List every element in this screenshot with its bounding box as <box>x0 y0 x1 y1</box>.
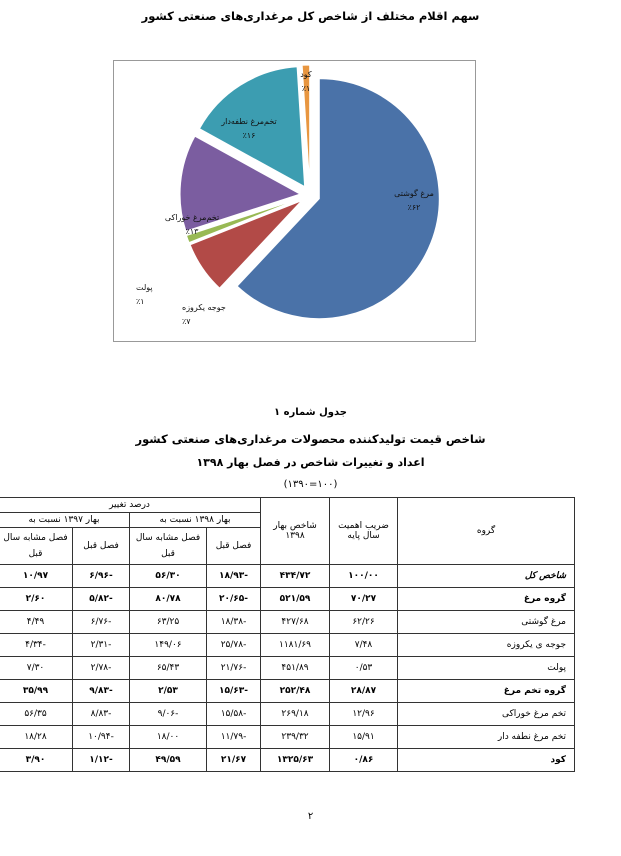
table-row <box>0 680 575 703</box>
header-index: شاخص بهار ۱۳۹۸ <box>261 498 330 565</box>
cell-s98-same: ۴۹/۵۹ <box>130 749 207 772</box>
cell-weight: ۷/۴۸ <box>330 634 398 657</box>
cell-index: ۴۳۴/۷۲ <box>261 565 330 588</box>
table-title: شاخص قیمت تولیدکننده محصولات مرغداری‌های صنعتی کشور <box>135 432 486 446</box>
pie-slice-label: جوجه یکروزه <box>182 303 226 312</box>
cell-s98-same: ۶۳/۲۵ <box>130 611 207 634</box>
cell-s98-same: ۱۴۹/۰۶ <box>130 634 207 657</box>
cell-index: ۴۲۷/۶۸ <box>261 611 330 634</box>
table-row <box>0 634 575 657</box>
table-row <box>0 726 575 749</box>
header-percent-change: درصد تغییر <box>0 498 261 513</box>
cell-s98-prev: -۲۱/۷۶ <box>207 657 261 680</box>
table-row <box>0 611 575 634</box>
cell-s98-same: ۶۵/۴۳ <box>130 657 207 680</box>
cell-s97-same: ۴/۴۹ <box>0 611 73 634</box>
cell-s98-prev: -۱۵/۶۳ <box>207 680 261 703</box>
table-row <box>0 703 575 726</box>
table-row <box>0 588 575 611</box>
header-group: گروه <box>398 498 575 565</box>
cell-s98-prev: -۱۱/۷۹ <box>207 726 261 749</box>
cell-s98-same: ۵۶/۳۰ <box>130 565 207 588</box>
pie-chart <box>113 60 476 342</box>
table-row <box>0 565 575 588</box>
table-base-year: (۱۰۰=۱۳۹۰) <box>283 479 338 490</box>
cell-s98-prev: -۲۵/۷۸ <box>207 634 261 657</box>
cell-s98-same: ۸۰/۷۸ <box>130 588 207 611</box>
cell-group: کود <box>398 749 575 772</box>
pie-slice-label: کود <box>300 70 312 79</box>
cell-group: شاخص کل <box>398 565 575 588</box>
cell-s97-prev: -۲/۳۱ <box>73 634 130 657</box>
pie-slice-label: تخم‌مرغ خوراکی <box>164 213 220 222</box>
pie-slice-value: ٪۱۳ <box>185 227 199 236</box>
pie-slice-value: ٪۷ <box>182 317 191 326</box>
cell-weight: ۲۸/۸۷ <box>330 680 398 703</box>
cell-s98-prev: -۱۸/۳۸ <box>207 611 261 634</box>
pie-slice-label: پولت <box>136 283 153 292</box>
header-spring98: بهار ۱۳۹۸ نسبت به <box>130 513 261 528</box>
cell-s97-prev: -۶/۷۶ <box>73 611 130 634</box>
cell-s98-prev: ۲۱/۶۷ <box>207 749 261 772</box>
cell-s97-same: ۷/۳۰ <box>0 657 73 680</box>
cell-s97-same: ۳/۹۰ <box>0 749 73 772</box>
pie-slice-value: ٪۱۶ <box>242 131 256 140</box>
cell-s98-same: ۱۸/۰۰ <box>130 726 207 749</box>
cell-s97-prev: -۸/۸۳ <box>73 703 130 726</box>
cell-s97-same: ۲/۶۰ <box>0 588 73 611</box>
table-row <box>0 657 575 680</box>
chart-title: سهم اقلام مختلف از شاخص کل مرغداری‌های صنعتی کشور <box>141 9 480 23</box>
cell-weight: ۱۲/۹۶ <box>330 703 398 726</box>
cell-group: جوجه ی یکروزه <box>398 634 575 657</box>
cell-weight: ۶۲/۲۶ <box>330 611 398 634</box>
cell-group: تخم مرغ نطفه دار <box>398 726 575 749</box>
cell-s98-same: ۲/۵۳ <box>130 680 207 703</box>
cell-group: تخم مرغ خوراکی <box>398 703 575 726</box>
header-s98-prev: فصل قبل <box>207 528 261 565</box>
cell-weight: ۰/۸۶ <box>330 749 398 772</box>
cell-index: ۲۶۹/۱۸ <box>261 703 330 726</box>
cell-s97-prev: -۵/۸۲ <box>73 588 130 611</box>
pie-slice-value: ٪۱ <box>136 297 145 306</box>
cell-index: ۱۳۲۵/۶۳ <box>261 749 330 772</box>
cell-weight: ۷۰/۲۷ <box>330 588 398 611</box>
cell-s97-prev: -۹/۸۳ <box>73 680 130 703</box>
cell-s98-same: -۹/۰۶ <box>130 703 207 726</box>
cell-group: پولت <box>398 657 575 680</box>
cell-index: ۱۱۸۱/۶۹ <box>261 634 330 657</box>
cell-s98-prev: -۲۰/۶۵ <box>207 588 261 611</box>
cell-weight: ۱۰۰/۰۰ <box>330 565 398 588</box>
pie-slice-label: مرغ گوشتی <box>394 189 434 198</box>
cell-index: ۴۵۱/۸۹ <box>261 657 330 680</box>
cell-s98-prev: -۱۸/۹۳ <box>207 565 261 588</box>
table-number: جدول شماره ۱ <box>274 407 347 418</box>
page-number: ۲ <box>307 811 314 822</box>
cell-s97-prev: -۱۰/۹۴ <box>73 726 130 749</box>
cell-s97-same: ۵۶/۳۵ <box>0 703 73 726</box>
cell-group: مرغ گوشتی <box>398 611 575 634</box>
pie-slice-value: ٪۱ <box>301 84 311 93</box>
header-s97-prev: فصل قبل <box>73 528 130 565</box>
cell-s97-prev: -۶/۹۶ <box>73 565 130 588</box>
table-row <box>0 749 575 772</box>
cell-s97-prev: -۱/۱۲ <box>73 749 130 772</box>
cell-weight: ۱۵/۹۱ <box>330 726 398 749</box>
pie-chart-svg <box>114 61 477 343</box>
cell-index: ۵۲۱/۵۹ <box>261 588 330 611</box>
pie-slice-value: ٪۶۲ <box>407 203 421 212</box>
cell-group: گروه مرغ <box>398 588 575 611</box>
cell-s97-same: ۳۵/۹۹ <box>0 680 73 703</box>
cell-index: ۲۵۲/۴۸ <box>261 680 330 703</box>
cell-s97-prev: -۲/۷۸ <box>73 657 130 680</box>
cell-s97-same: ۱۰/۹۷ <box>0 565 73 588</box>
header-s97-same: فصل مشابه سال قبل <box>0 528 73 565</box>
cell-index: ۲۳۹/۳۲ <box>261 726 330 749</box>
pie-slice-label: تخم‌مرغ نطفه‌دار <box>221 117 277 126</box>
header-weight: ضریب اهمیت سال پایه <box>330 498 398 565</box>
cell-s97-same: ۱۸/۲۸ <box>0 726 73 749</box>
price-index-table <box>0 497 575 772</box>
header-s98-same: فصل مشابه سال قبل <box>130 528 207 565</box>
cell-s98-prev: -۱۵/۵۸ <box>207 703 261 726</box>
cell-s97-same: -۴/۳۴ <box>0 634 73 657</box>
header-spring97: بهار ۱۳۹۷ نسبت به <box>0 513 130 528</box>
cell-group: گروه تخم مرغ <box>398 680 575 703</box>
table-subtitle: اعداد و تغییرات شاخص در فصل بهار ۱۳۹۸ <box>196 456 425 469</box>
cell-weight: ۰/۵۳ <box>330 657 398 680</box>
